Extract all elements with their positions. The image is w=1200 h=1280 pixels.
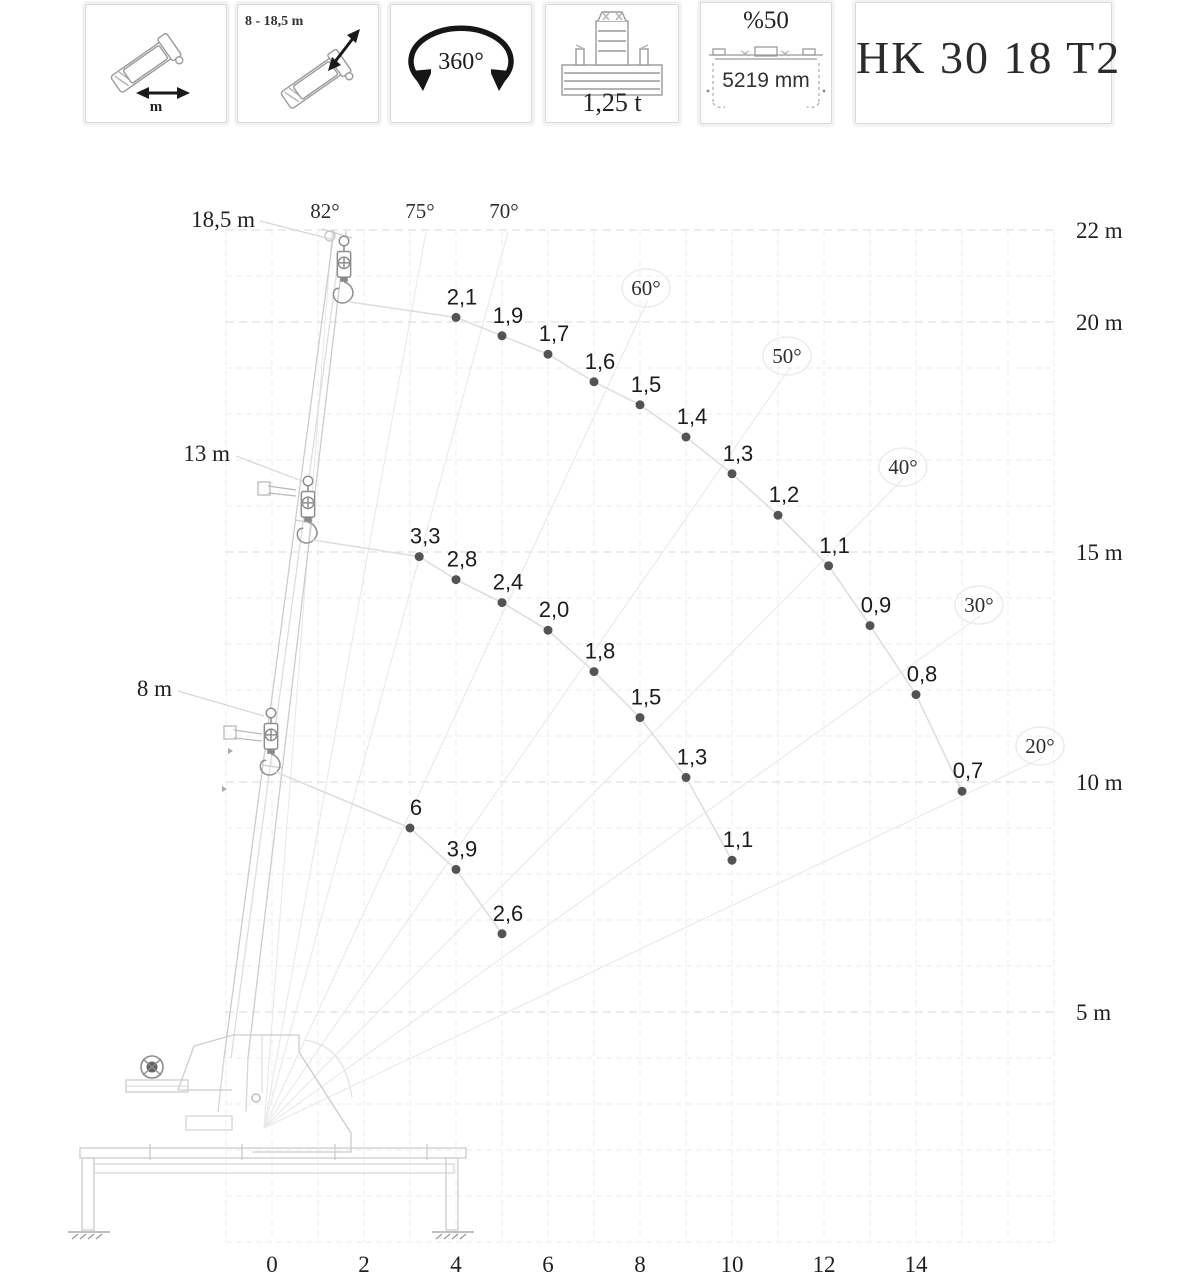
boom-angle-label: 20° — [1025, 734, 1055, 758]
load-value-label: 1,1 — [722, 827, 754, 853]
boom-angle-label: 30° — [964, 593, 994, 617]
spec-box-boom-reach — [85, 4, 227, 123]
height-axis-label: 15 m — [1076, 540, 1123, 565]
boom-angle-label: 40° — [888, 455, 918, 479]
boom-angle-label: 82° — [310, 199, 340, 223]
boom-length-label: 18,5 m — [191, 207, 255, 232]
boom-range-label: 8 - 18,5 m — [245, 14, 304, 29]
load-value-label: 1,6 — [584, 348, 616, 374]
boom-angle-label: 75° — [405, 199, 435, 223]
load-value-label: 6 — [409, 795, 423, 820]
load-value-label: 1,7 — [538, 321, 570, 347]
height-axis-label: 20 m — [1076, 310, 1123, 335]
x-axis-tick-label: 0 — [266, 1252, 278, 1277]
boom-length-label: 13 m — [183, 441, 230, 466]
hook-icon-18-5m — [333, 236, 353, 303]
load-value-label: 3,9 — [446, 836, 478, 862]
gradeability-label: %50 — [743, 7, 789, 34]
boom-angle-label: 60° — [631, 276, 661, 300]
x-axis-tick-label: 2 — [358, 1252, 370, 1277]
boom-angle-label: 50° — [772, 344, 802, 368]
load-point — [636, 713, 645, 722]
load-point — [912, 690, 921, 699]
load-point — [682, 433, 691, 442]
load-point — [452, 865, 461, 874]
load-point — [498, 929, 507, 938]
load-point — [866, 621, 875, 630]
load-point — [452, 575, 461, 584]
load-value-label: 1,3 — [676, 744, 708, 770]
load-value-label: 1,5 — [630, 684, 662, 710]
load-value-label: 0,7 — [952, 758, 984, 784]
spec-box-counterweight — [545, 4, 679, 123]
load-point — [590, 667, 599, 676]
load-point — [590, 377, 599, 386]
load-value-label: 1,2 — [768, 482, 800, 508]
load-value-label: 1,9 — [492, 302, 524, 328]
load-point — [682, 773, 691, 782]
crane-boom — [218, 229, 352, 1112]
height-axis-label: 5 m — [1076, 1000, 1112, 1025]
load-value-label: 1,4 — [676, 404, 708, 429]
counterweight-value-label: 1,25 t — [582, 88, 642, 117]
capacity-curves — [276, 302, 962, 934]
load-point — [544, 626, 553, 635]
load-point — [415, 552, 424, 561]
load-point — [498, 598, 507, 607]
height-axis-label: 10 m — [1076, 770, 1123, 795]
boom-angle-line — [264, 616, 980, 1128]
load-value-label: 0,8 — [906, 661, 938, 687]
chassis-width-label: 5219 mm — [722, 69, 810, 92]
height-axis-label: 22 m — [1076, 218, 1123, 243]
load-point — [958, 787, 967, 796]
boom-angle-line — [264, 758, 1042, 1128]
outriggers — [68, 1144, 474, 1239]
boom-length-label: 8 m — [136, 676, 172, 701]
load-value-label: 1,3 — [722, 440, 754, 466]
load-value-label: 2,8 — [446, 546, 478, 572]
load-point — [728, 469, 737, 478]
load-point — [728, 856, 737, 865]
load-point — [452, 313, 461, 322]
load-point — [774, 511, 783, 520]
boom-angle-line — [264, 478, 904, 1128]
spec-box-model — [855, 2, 1122, 124]
load-value-label: 1,8 — [584, 638, 616, 664]
load-point — [498, 331, 507, 340]
boom-angle-label: 70° — [489, 199, 519, 223]
spec-box-slewing — [390, 4, 532, 123]
boom-angle-line — [264, 368, 790, 1128]
x-axis-tick-label: 8 — [634, 1252, 646, 1277]
load-point — [824, 561, 833, 570]
boom-bracket-13m — [258, 482, 296, 496]
chart-labels — [137, 199, 1123, 1277]
load-value-label: 2,6 — [492, 900, 524, 926]
load-value-label: 2,1 — [446, 284, 478, 310]
load-point — [406, 824, 415, 833]
load-value-label: 2,4 — [492, 569, 524, 595]
model-name: HK 30 18 T2 — [856, 32, 1122, 83]
spec-box-chassis — [700, 2, 832, 124]
x-axis-tick-label: 4 — [450, 1252, 462, 1277]
boom-length-leader-line — [178, 691, 264, 716]
load-value-label: 3,3 — [409, 523, 441, 549]
x-axis-tick-label: 10 — [720, 1252, 744, 1277]
load-value-label: 2,0 — [538, 597, 570, 623]
load-value-label: 1,1 — [819, 532, 850, 558]
x-axis-tick-label: 14 — [904, 1252, 928, 1277]
boom-angle-line — [264, 232, 426, 1128]
rotation-range-label: 360° — [438, 49, 484, 75]
x-axis-tick-label: 12 — [812, 1252, 836, 1277]
boom-reach-unit-label: m — [149, 99, 163, 115]
data-points — [406, 284, 984, 938]
load-value-label: 0,9 — [860, 592, 892, 618]
spec-box-boom-range — [237, 4, 379, 123]
load-value-label: 1,5 — [630, 371, 662, 397]
load-point — [544, 350, 553, 359]
load-point — [636, 400, 645, 409]
x-axis-tick-label: 6 — [542, 1252, 554, 1277]
